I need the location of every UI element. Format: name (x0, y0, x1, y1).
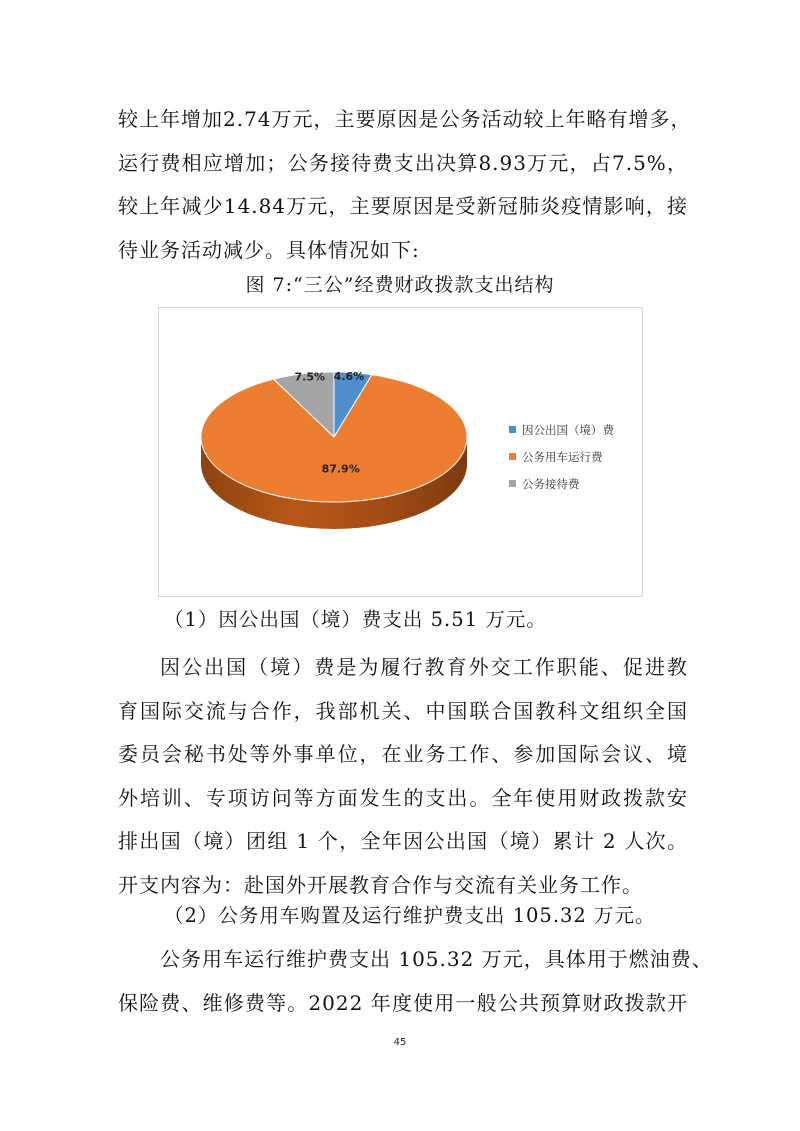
text-line: 开支内容为：赴国外开展教育合作与交流有关业务工作。 (118, 872, 643, 897)
text-line: 育国际交流与合作，我部机关、中国联合国教科文组织全国 (118, 698, 688, 723)
chart-legend (509, 416, 614, 497)
text-line: 较上年增加2.74万元，主要原因是公务活动较上年略有增多， (118, 107, 692, 131)
legend-label: 因公出国（境）费 (522, 422, 614, 437)
text-line: 运行费相应增加；公务接待费支出决算8.93万元，占7.5%， (118, 150, 688, 175)
legend-label: 公务用车运行费 (522, 449, 603, 464)
legend-swatch (509, 453, 516, 460)
paragraph-top (118, 98, 692, 272)
legend-swatch (509, 480, 516, 487)
paragraph-section-1 (118, 646, 688, 907)
legend-item (509, 416, 614, 443)
pie-data-label: 4.6% (333, 369, 365, 383)
text-line: 排出国（境）团组 1 个，全年因公出国（境）累计 2 人次。 (118, 829, 688, 853)
text-line: 因公出国（境）费是为履行教育外交工作职能、促进教 (160, 655, 688, 679)
pie-data-label: 87.9% (321, 462, 360, 476)
text-line: 委员会秘书处等外事单位，在业务工作、参加国际会议、境 (118, 742, 688, 766)
paragraph-section-2 (118, 938, 713, 1025)
section-heading-1: （1）因公出国（境）费支出 5.51 万元。 (164, 608, 547, 631)
page-number: 45 (393, 1037, 407, 1048)
legend-label: 公务接待费 (522, 476, 580, 491)
pie-chart (158, 307, 643, 597)
section-heading-2: （2）公务用车购置及运行维护费支出 105.32 万元。 (164, 904, 656, 927)
legend-item (509, 443, 614, 470)
text-line: 较上年减少14.84万元，主要原因是受新冠肺炎疫情影响，接 (118, 194, 688, 218)
text-line: 保险费、维修费等。2022 年度使用一般公共预算财政拨款开 (118, 990, 688, 1015)
text-line: 待业务活动减少。具体情况如下: (118, 237, 420, 262)
figure-caption: 图 7:“三公”经费财政拨款支出结构 (245, 274, 555, 296)
legend-swatch (509, 426, 516, 433)
legend-item (509, 470, 614, 497)
text-line: 外培训、专项访问等方面发生的支出。全年使用财政拨款安 (118, 785, 688, 810)
text-line: 公务用车运行维护费支出 105.32 万元，具体用于燃油费、 (160, 947, 713, 971)
pie-data-label: 7.5% (294, 370, 326, 384)
